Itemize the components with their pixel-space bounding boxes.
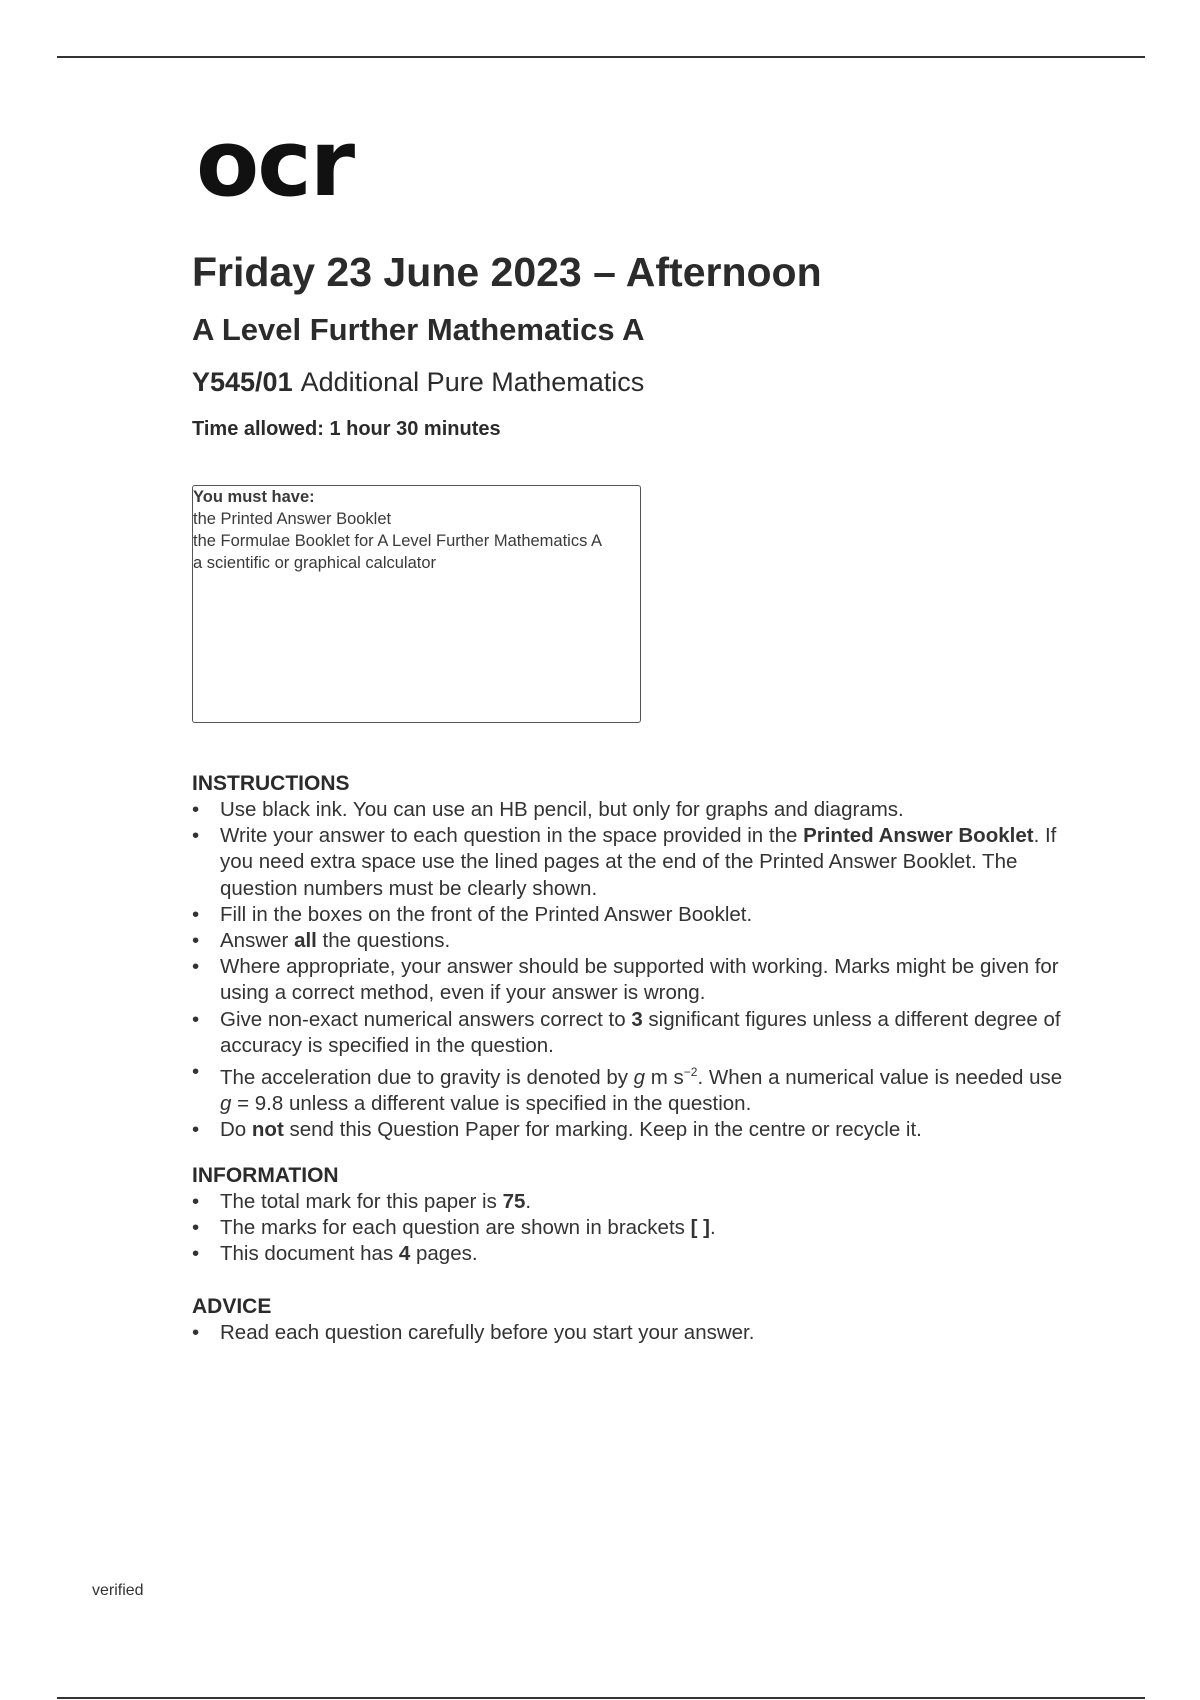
bullet-item [192,1117,1072,1143]
paper-code: Y545/01 [192,367,293,397]
bullet-item [192,797,1072,823]
information-heading: INFORMATION [192,1164,339,1187]
bullet-dot: • [192,1007,200,1031]
bullet-item [192,823,1072,902]
bullet-text: significant figures unless a different degree of accuracy is specified in the question. [220,1007,1061,1057]
bullet-dot: • [192,1321,200,1344]
bullet-text: Read each question carefully before you start your answer. [220,1321,755,1344]
bullet-text: 75 [502,1190,526,1213]
bullet-text: The marks for each question are shown in brackets [220,1216,691,1240]
bullet-text: Answer [220,929,295,953]
bullet-text: g [633,1065,646,1089]
instructions-heading: INSTRUCTIONS [192,772,350,795]
bullet-item [192,954,1072,1006]
must-have-item: a scientific or graphical calculator [193,554,437,572]
bullet-text: g [220,1092,232,1116]
bullet-text: Printed Answer Booklet [803,824,1034,848]
bullet-dot: • [192,1216,200,1240]
instructions-section [192,771,1072,1143]
bullet-text: The acceleration due to gravity is denoted by [220,1065,634,1089]
bullet-item [192,1189,1072,1215]
bullet-text: Write your answer to each question in the space provided in the [220,824,804,848]
bullet-text: m s [645,1065,684,1089]
bottom-rule [57,1697,1145,1699]
bullet-dot: • [192,955,200,979]
bullet-text: pages. [410,1242,478,1266]
bullet-text: the questions. [316,929,451,953]
exam-date: Friday 23 June 2023 – Afternoon [192,249,822,295]
information-section [192,1163,1072,1268]
bullet-dot: • [192,824,200,848]
bullet-text: 4 [398,1242,411,1266]
ocr-logo: ocr [196,110,354,217]
information-list [192,1189,1072,1268]
bullet-item [192,1241,1072,1267]
advice-section [192,1294,1072,1346]
bullet-text: Do [220,1118,252,1142]
bullet-text: . [709,1216,716,1240]
bullet-item [192,902,1072,928]
bullet-dot: • [192,1190,200,1213]
bullet-dot: • [192,1118,200,1142]
advice-heading: ADVICE [192,1295,272,1318]
bullet-text: send this Question Paper for marking. Keep in the centre or recycle it. [283,1118,922,1142]
bullet-text: Use black ink. You can use an HB pencil, but only for graphs and diagrams. [220,798,904,821]
bullet-text: . [525,1190,532,1213]
verified-label: verified [92,1582,144,1599]
bullet-text: = 9.8 unless a different value is specified in the question. [231,1092,752,1116]
bullet-text: [ ] [690,1216,710,1240]
bullet-text: Fill in the boxes on the front of the Printed Answer Booklet. [220,902,753,926]
must-have-title: You must have: [193,488,315,506]
bullet-dot: • [192,798,200,821]
time-allowed: Time allowed: 1 hour 30 minutes [192,418,501,440]
qualification-title: A Level Further Mathematics A [192,312,645,347]
bullet-dot: • [192,929,200,953]
bullet-item [192,1320,1072,1346]
bullet-dot: • [192,902,200,926]
advice-list [192,1320,1072,1346]
bullet-item [192,1059,1072,1117]
paper-line [192,367,644,398]
bullet-text: −2 [683,1065,698,1080]
must-have-box [192,485,641,723]
bullet-item [192,928,1072,954]
bullet-text: Where appropriate, your answer should be supported with working. Marks might be given for using a correct method, even if your answer is wrong. [220,955,1059,1005]
bullet-item [192,1007,1072,1059]
bullet-dot: • [192,1060,200,1084]
bullet-text: 3 [631,1007,643,1031]
bullet-dot: • [192,1242,200,1266]
bullet-text: . If you need extra space use the lined pages at the end of the Printed Answer Booklet. The question numbers must be clearly shown. [220,824,1057,900]
bullet-text: not [251,1118,284,1142]
bullet-item [192,1215,1072,1241]
bullet-text: This document has [220,1242,399,1266]
top-rule [57,56,1145,58]
bullet-text: The total mark for this paper is [220,1190,503,1213]
bullet-text: . When a numerical value is needed use [697,1065,1063,1089]
bullet-text: all [294,929,317,953]
must-have-item: the Printed Answer Booklet [193,510,392,528]
must-have-item: the Formulae Booklet for A Level Further Mathematics A [193,532,603,550]
bullet-text: Give non-exact numerical answers correct to [220,1007,632,1031]
paper-title: Additional Pure Mathematics [300,367,645,397]
instructions-list [192,797,1072,1143]
